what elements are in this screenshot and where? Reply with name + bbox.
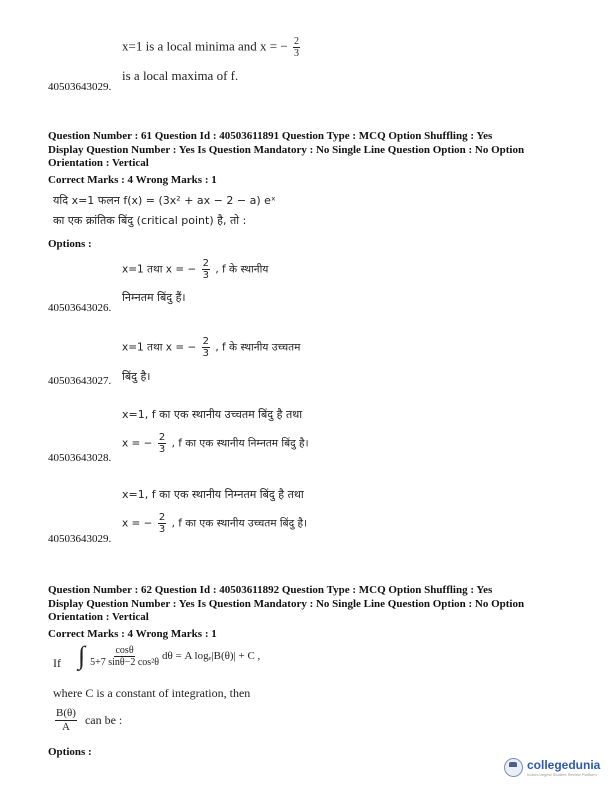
q62-if-label: If bbox=[53, 656, 61, 670]
q61-options-label: Options : bbox=[48, 238, 92, 250]
prev-option-id: 40503643029. bbox=[48, 81, 112, 93]
q62-marks: Correct Marks : 4 Wrong Marks : 1 bbox=[48, 628, 217, 640]
q61-marks: Correct Marks : 4 Wrong Marks : 1 bbox=[48, 174, 217, 186]
q61-option-4-id: 40503643029. bbox=[48, 533, 112, 545]
prev-option-line2: is a local maxima of f. bbox=[122, 68, 239, 83]
q61-option-2-id: 40503643027. bbox=[48, 375, 112, 387]
fraction: $\frac{2}{3}$ bbox=[158, 512, 166, 535]
q62-integral: ∫ $\frac{\cos\theta}{\text{5+7 sinθ−2 cos²θ}}$ dθ = A logₑ|B(θ)| + C , bbox=[78, 641, 261, 670]
fraction: $\frac{2}{3}$ bbox=[202, 336, 209, 359]
q61-option-3-id: 40503643028. bbox=[48, 452, 112, 464]
q62-ratio: $\frac{B(\theta)}{A}$ can be : bbox=[56, 707, 123, 733]
graduate-cap-icon bbox=[504, 758, 523, 777]
q61-option-3-line1: x=1, f का एक स्थानीय उच्चतम बिंदु है तथा bbox=[122, 408, 303, 421]
collegedunia-logo: collegedunia India's largest Student Review Platform bbox=[504, 758, 600, 777]
q61-option-2-line2: बिंदु है। bbox=[122, 370, 151, 383]
fraction: $\frac{2}{3}$ bbox=[202, 258, 209, 281]
q61-option-2-line1: x=1 तथा x = − $\frac{2}{3}$ , f के स्थानीय उच्चतम bbox=[122, 336, 301, 359]
prev-option-line1: x=1 is a local minima and x = − $\frac{2}{3}$ bbox=[122, 36, 299, 59]
integrand-fraction: $\frac{\cos\theta}{\text{5+7 sinθ−2 cos²θ}}$ bbox=[90, 644, 159, 668]
q61-option-1-line2: निम्नतम बिंदु हैं। bbox=[122, 291, 186, 304]
q61-option-4-line1: x=1, f का एक स्थानीय निम्नतम बिंदु है तथा bbox=[122, 488, 304, 501]
q61-option-3-line2: x = − $\frac{2}{3}$ , f का एक स्थानीय निम्नतम बिंदु है। bbox=[122, 432, 309, 455]
fraction: $\frac{2}{3}$ bbox=[158, 432, 166, 455]
q61-option-1-id: 40503643026. bbox=[48, 302, 112, 314]
q62-where-text: where C is a constant of integration, then bbox=[53, 686, 251, 700]
ratio-fraction: $\frac{B(\theta)}{A}$ bbox=[56, 707, 76, 733]
q62-meta: Question Number : 62 Question Id : 40503611892 Question Type : MCQ Option Shuffling : Yes Display Question Number : Yes Is Question Mandatory : No Single Line Question Option : No Option Orientation : Vertical bbox=[48, 584, 525, 623]
q61-meta: Question Number : 61 Question Id : 40503611891 Question Type : MCQ Option Shuffling : Yes Display Question Number : Yes Is Question Mandatory : No Single Line Question Option : No Option Orientation : Vertical bbox=[48, 130, 525, 169]
q61-stem-line1: यदि x=1 फलन f(x) = (3x² + ax − 2 − a) eˣ bbox=[53, 194, 276, 207]
q61-option-4-line2: x = − $\frac{2}{3}$ , f का एक स्थानीय उच्चतम बिंदु है। bbox=[122, 512, 308, 535]
q62-options-label: Options : bbox=[48, 746, 92, 758]
q61-stem-line2: का एक क्रांतिक बिंदु (critical point) है, तो : bbox=[53, 214, 247, 227]
q61-option-1-line1: x=1 तथा x = − $\frac{2}{3}$ , f के स्थानीय bbox=[122, 258, 269, 281]
integral-sign: ∫ bbox=[78, 641, 86, 670]
fraction: $\frac{2}{3}$ bbox=[293, 36, 299, 59]
